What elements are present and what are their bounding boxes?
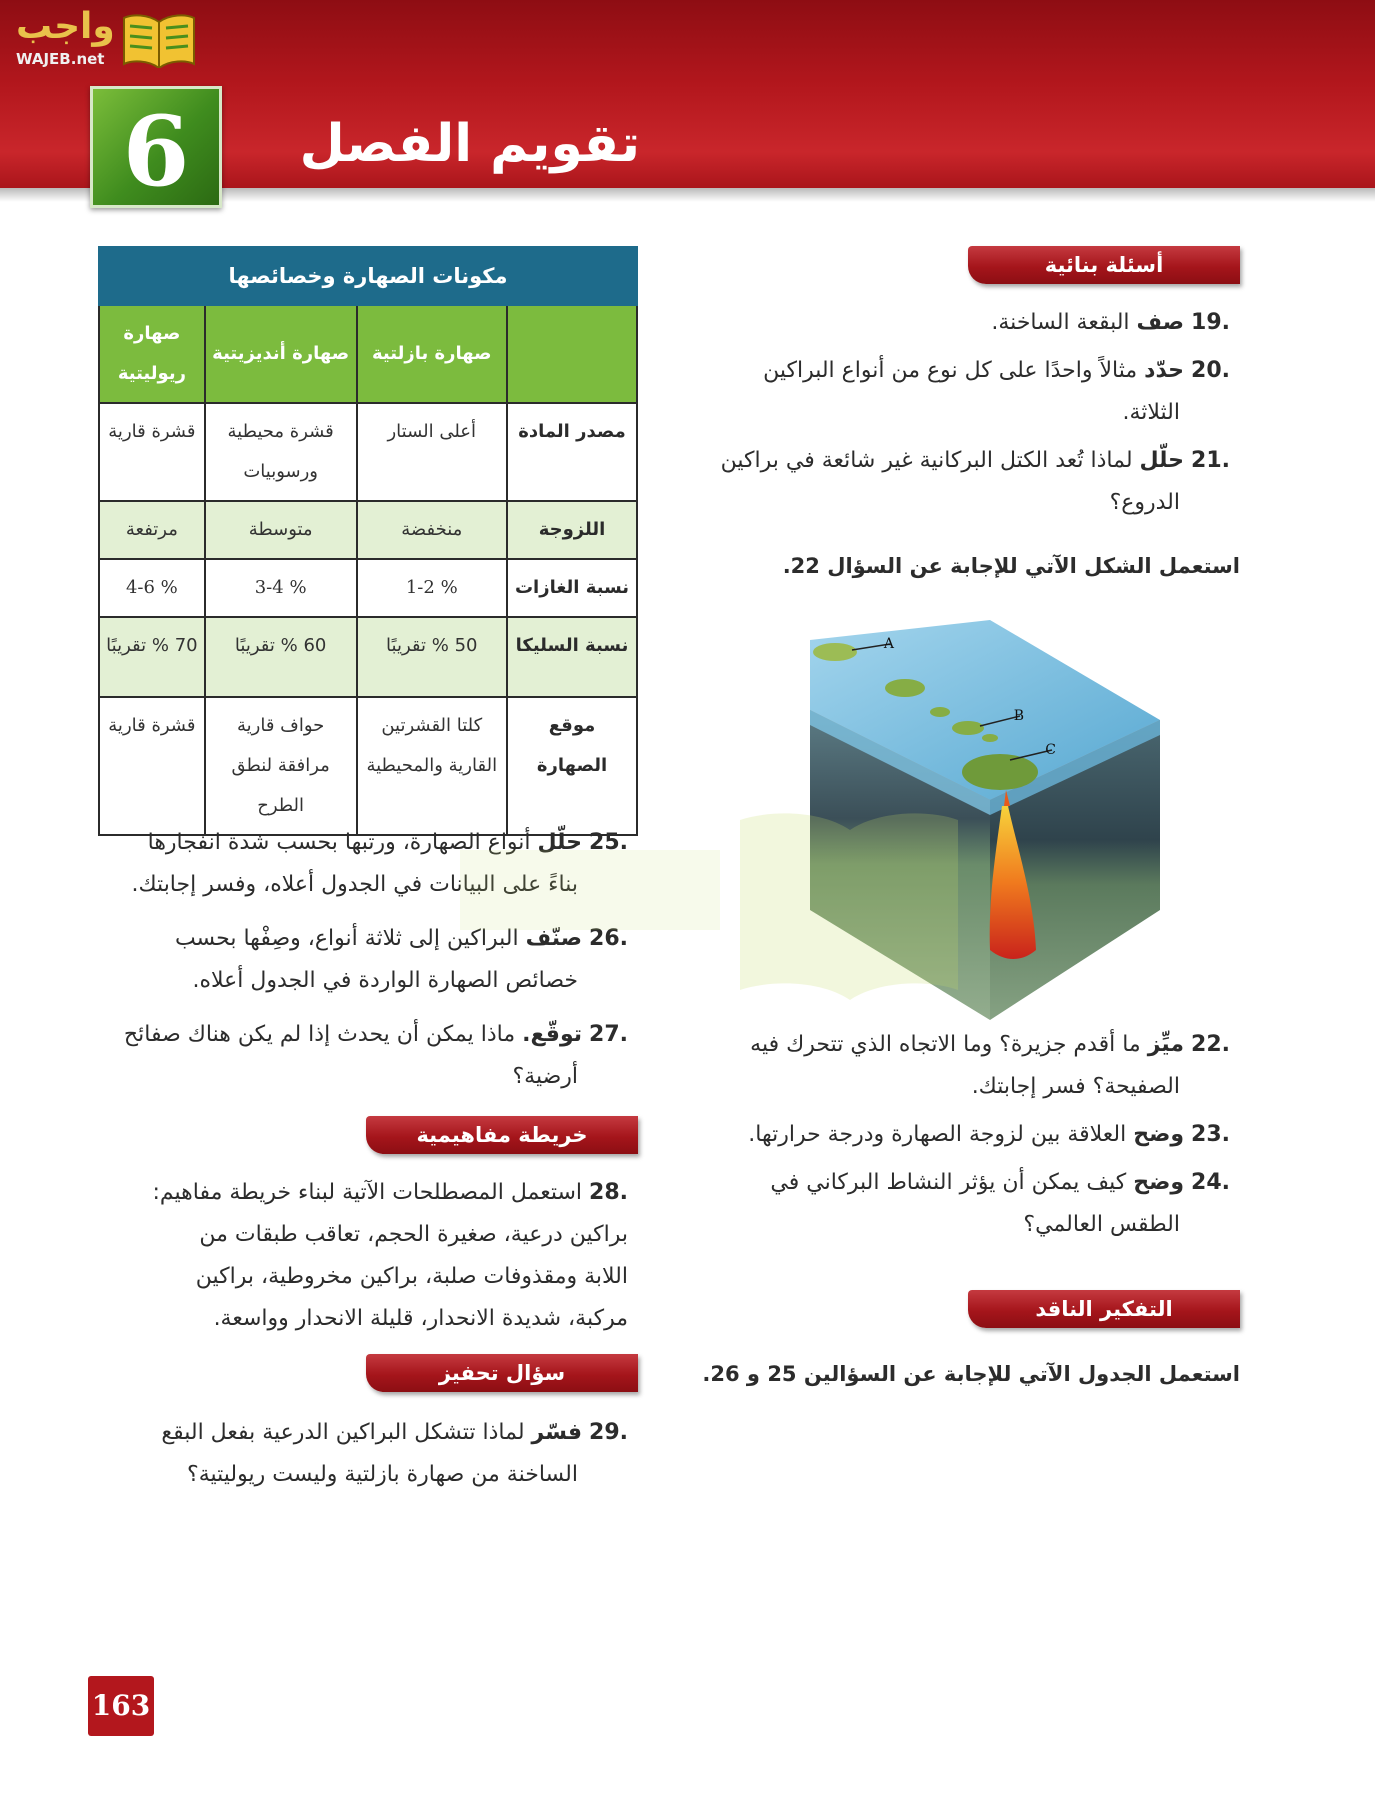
wajeb-logo[interactable] <box>10 6 190 68</box>
table-row: موقع الصهارة كلتا القشرتين القارية والمحيطية حواف قارية مرافقة لنطق الطرح قشرة قارية <box>99 697 637 835</box>
question-25: 25. حلّل أنواع الصهارة، ورتبها بحسب شدة انفجارها بناءً على البيانات في الجدول أعلاه، وفسر إجابتك. <box>131 830 628 897</box>
table-row: نسبة السليكا 50 % تقريبًا 60 % تقريبًا 70 % تقريبًا <box>99 617 637 697</box>
chapter-header <box>0 0 1375 208</box>
section-banner-concept-map: خريطة مفاهيمية <box>366 1116 638 1154</box>
question-28: 28. استعمل المصطلحات الآتية لبناء خريطة مفاهيم: براكين درعية، صغيرة الحجم، تعاقب طبقات من اللابة ومقذوفات صلبة، براكين مخروطية، براكين مركبة، شديدة الانحدار، قليلة الانحدار وواسعة. <box>152 1180 628 1331</box>
question-21: 21. حلّل لماذا تُعد الكتل البركانية غير شائعة في براكين الدروع؟ <box>720 448 1230 515</box>
question-22: 22. ميِّز ما أقدم جزيرة؟ وما الاتجاه الذي تتحرك فيه الصفيحة؟ فسر إجابتك. <box>750 1032 1230 1099</box>
hotspot-island-block-diagram <box>790 610 1170 1020</box>
figure-instruction: استعمل الشكل الآتي للإجابة عن السؤال 22. <box>782 554 1240 578</box>
col-andesitic: صهارة أنديزيتية <box>205 305 357 403</box>
table-row: مصدر المادة أعلى الستار قشرة محيطية ورسوبيات قشرة قارية <box>99 403 637 501</box>
question-20: 20. حدّد مثالاً واحدًا على كل نوع من أنواع البراكين الثلاثة. <box>763 358 1230 425</box>
table-row: نسبة الغازات 1-2 % 3-4 % 4-6 % <box>99 559 637 617</box>
chapter-title: تقويم الفصل <box>299 114 640 174</box>
logo-latin: WAJEB.net <box>16 50 105 68</box>
section-banner-critical-thinking: التفكير الناقد <box>968 1290 1240 1328</box>
question-24: 24. وضح كيف يمكن أن يؤثر النشاط البركاني في الطقس العالمي؟ <box>770 1170 1230 1237</box>
question-23: 23. وضح العلاقة بين لزوجة الصهارة ودرجة حرارتها. <box>748 1122 1230 1147</box>
magma-properties-table <box>98 246 638 836</box>
col-basaltic: صهارة بازلتية <box>357 305 507 403</box>
logo-text: واجب <box>16 6 115 47</box>
label-b: B <box>1013 708 1024 724</box>
book-icon <box>122 12 196 68</box>
question-19: 19. صف البقعة الساخنة. <box>991 310 1230 335</box>
table-instruction: استعمل الجدول الآتي للإجابة عن السؤالين 25 و 26. <box>702 1362 1240 1386</box>
question-27: 27. توقّع. ماذا يمكن أن يحدث إذا لم يكن هناك صفائح أرضية؟ <box>123 1022 628 1089</box>
table-row: اللزوجة منخفضة متوسطة مرتفعة <box>99 501 637 559</box>
table-caption: مكونات الصهارة وخصائصها <box>99 247 637 305</box>
question-29: 29. فسّر لماذا تتشكل البراكين الدرعية بفعل البقع الساخنة من صهارة بازلتية وليست ريوليتية؟ <box>161 1420 628 1487</box>
question-26: 26. صنّف البراكين إلى ثلاثة أنواع، وصِفْها بحسب خصائص الصهارة الواردة في الجدول أعلاه. <box>174 926 628 993</box>
section-banner-challenge: سؤال تحفيز <box>366 1354 638 1392</box>
section-banner-constructive: أسئلة بنائية <box>968 246 1240 284</box>
page-number: 163 <box>88 1676 154 1736</box>
chapter-number: 6 <box>122 95 190 208</box>
col-rhyolitic: صهارة ريوليتية <box>99 305 205 403</box>
label-c: C <box>1045 742 1056 758</box>
chapter-number-box <box>90 86 222 208</box>
label-a: A <box>883 636 894 652</box>
